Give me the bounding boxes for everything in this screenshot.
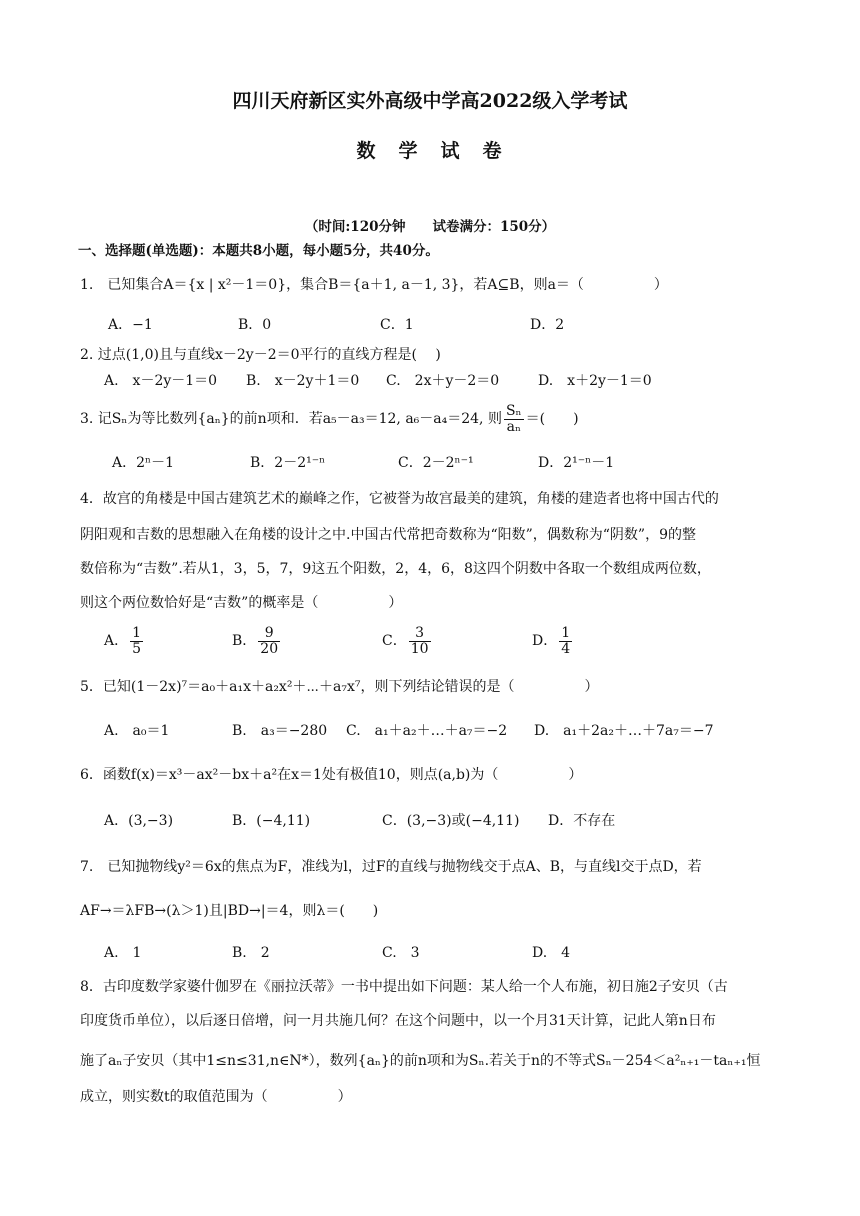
question-4-line-2: 阴阳观和吉数的思想融入在角楼的设计之中.中国古代常把奇数称为“阳数”，偶数称为“阴数”，9的整 xyxy=(80,527,696,543)
question-8-line-3: 施了aₙ子安贝（其中1≤n≤31,n∈N*），数列{aₙ}的前n项和为Sₙ.若关于n的不等式Sₙ－254＜a²ₙ₊₁－taₙ₊₁恒 xyxy=(80,1053,761,1069)
question-1-option-c: C．1 xyxy=(380,317,414,333)
question-3-stem xyxy=(80,402,579,436)
question-6-stem: 6．函数f(x)＝x³－ax²－bx＋a²在x＝1处有极值10，则点(a,b)为（ ） xyxy=(80,767,583,783)
question-2-option-d: D. x＋2y－1＝0 xyxy=(538,373,652,389)
question-4-option-b xyxy=(232,624,282,658)
question-7-option-a: A. 1 xyxy=(104,945,142,961)
question-4-option-c xyxy=(382,624,433,658)
question-3-stem-text: 3. 记Sₙ为等比数列{aₙ}的前n项和．若a₅－a₃＝12, a₆－a₄＝24, 则 xyxy=(80,411,502,427)
question-5-option-b: B. a₃＝−280 xyxy=(232,723,328,739)
option-label: D． xyxy=(532,633,558,649)
option-label: A． xyxy=(104,633,129,649)
question-1-option-a: A．−1 xyxy=(108,317,153,333)
option-fraction xyxy=(409,626,431,657)
question-6-option-c: C．(3,−3)或(−4,11) xyxy=(382,813,520,829)
fraction-numerator: 3 xyxy=(409,626,431,642)
question-7-option-c: C. 3 xyxy=(382,945,420,961)
question-4-option-a xyxy=(104,624,145,658)
option-fraction xyxy=(258,626,280,657)
fraction-numerator: 9 xyxy=(258,626,280,642)
question-8-line-2: 印度货币单位），以后逐日倍增，问一月共施几何？在这个问题中，以一个月31天计算，记此人第n日布 xyxy=(80,1013,716,1029)
question-3-stem-end: ＝( ) xyxy=(525,411,579,427)
fraction-denominator: 20 xyxy=(260,640,279,657)
question-6-option-d: D．不存在 xyxy=(548,813,616,829)
question-8-line-1: 8．古印度数学家婆什伽罗在《丽拉沃蒂》一书中提出如下问题：某人给一个人布施，初日施2子安贝（古 xyxy=(80,979,728,995)
question-5-option-d: D. a₁＋2a₂＋…＋7a₇＝−7 xyxy=(534,723,714,739)
question-6-option-a: A．(3,−3) xyxy=(104,813,174,829)
question-7-line-2: AF→＝λFB→(λ＞1)且|BD→|＝4，则λ＝( ) xyxy=(80,903,379,919)
question-3-fraction-denominator: aₙ xyxy=(506,418,521,435)
question-5-stem: 5．已知(1－2x)⁷＝a₀＋a₁x＋a₂x²＋⋯＋a₇x⁷，则下列结论错误的是（ ） xyxy=(80,679,599,695)
question-8-line-4: 成立，则实数t的取值范围为（ ） xyxy=(80,1089,352,1105)
question-3-option-b: B．2－2¹⁻ⁿ xyxy=(250,455,326,471)
exam-info: （时间:120分钟 试卷满分：150分） xyxy=(304,219,556,235)
section-heading: 一、选择题(单选题)：本题共8小题，每小题5分，共40分。 xyxy=(78,243,439,259)
exam-title: 四川天府新区实外高级中学高2022级入学考试 xyxy=(232,90,628,112)
question-3-fraction-numerator: Sₙ xyxy=(505,402,522,419)
question-1-stem: 1. 已知集合A＝{x | x²－1＝0}，集合B＝{a＋1, a－1, 3}，若A⊆B，则a＝（ ） xyxy=(80,277,668,293)
question-4-option-d xyxy=(532,624,574,658)
question-1-option-d: D．2 xyxy=(530,317,565,333)
option-fraction xyxy=(559,626,572,657)
question-4-line-1: 4．故宫的角楼是中国古建筑艺术的巅峰之作，它被誉为故宫最美的建筑，角楼的建造者也将中国古代的 xyxy=(80,491,719,507)
question-4-line-4: 则这个两位数恰好是“吉数”的概率是（ ） xyxy=(80,595,403,611)
question-3-option-c: C．2－2ⁿ⁻¹ xyxy=(398,455,474,471)
question-3-option-d: D．2¹⁻ⁿ－1 xyxy=(538,455,615,471)
question-7-line-1: 7. 已知抛物线y²＝6x的焦点为F，准线为l，过F的直线与抛物线交于点A、B，与直线l交于点D，若 xyxy=(80,859,702,875)
question-2-option-a: A. x－2y－1＝0 xyxy=(104,373,218,389)
question-5-option-c: C. a₁＋a₂＋…＋a₇＝−2 xyxy=(346,723,508,739)
question-4-line-3: 数倍称为“吉数”.若从1，3，5，7，9这五个阳数，2，4，6，8这四个阴数中各取一个数组成两位数， xyxy=(80,561,711,577)
exam-subtitle: 数 学 试 卷 xyxy=(356,140,504,162)
fraction-denominator: 5 xyxy=(132,640,142,657)
question-2-option-c: C. 2x＋y－2＝0 xyxy=(386,373,500,389)
question-2-option-b: B. x－2y＋1＝0 xyxy=(246,373,360,389)
fraction-denominator: 10 xyxy=(410,640,429,657)
fraction-denominator: 4 xyxy=(561,640,571,657)
question-7-option-d: D. 4 xyxy=(532,945,571,961)
fraction-numerator: 1 xyxy=(132,624,142,641)
option-label: C． xyxy=(382,633,407,649)
question-3-option-a: A．2ⁿ－1 xyxy=(112,455,174,471)
question-3-fraction xyxy=(504,404,524,435)
question-1-option-b: B．0 xyxy=(238,317,272,333)
fraction-numerator: 1 xyxy=(561,624,571,641)
question-5-option-a: A. a₀＝1 xyxy=(104,723,170,739)
question-6-option-b: B．(−4,11) xyxy=(232,813,311,829)
question-2-stem: 2. 过点(1,0)且与直线x－2y－2＝0平行的直线方程是( ) xyxy=(80,347,441,363)
option-fraction xyxy=(130,626,143,657)
question-7-option-b: B. 2 xyxy=(232,945,270,961)
option-label: B． xyxy=(232,633,257,649)
